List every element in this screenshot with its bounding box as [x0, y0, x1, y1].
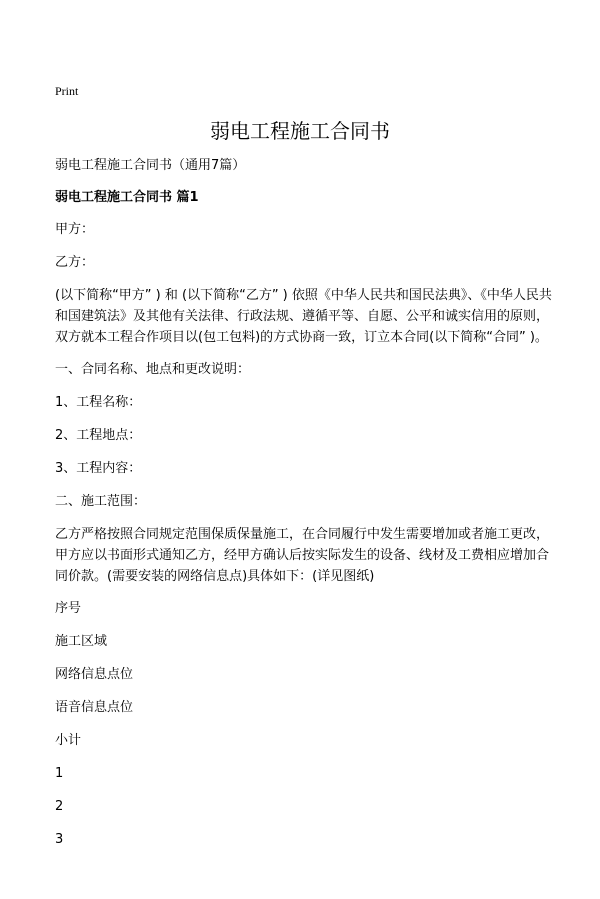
- party-b-line: 乙方：: [55, 255, 95, 270]
- clause-heading-1: 一、合同名称、地点和更改说明：: [55, 362, 251, 377]
- table-row-number: 3: [55, 832, 64, 847]
- table-header-area: 施工区域: [55, 634, 108, 649]
- document-body: [55, 219, 555, 862]
- print-link[interactable]: Print: [55, 84, 79, 98]
- project-content-line: 3、工程内容：: [55, 461, 142, 476]
- clause-heading-2: 二、施工范围：: [55, 494, 147, 509]
- document-subtitle: 弱电工程施工合同书（通用7篇）: [55, 158, 246, 173]
- table-header-network-points: 网络信息点位: [55, 667, 134, 682]
- scope-paragraph: 乙方严格按照合同规定范围保质保量施工，在合同履行中发生需要增加或者施工更改，甲方应以书面形式通知乙方，经甲方确认后按实际发生的设备、线材及工费相应增加合同价款。(需要安装的网络信息点)具体如下：(详见图纸): [55, 527, 550, 584]
- document-title: 弱电工程施工合同书: [210, 119, 390, 143]
- table-header-index: 序号: [55, 601, 82, 616]
- intro-paragraph: (以下简称“甲方” ) 和 (以下简称“乙方” ) 依照《中华人民共和国民法典》、《中华人民共和国建筑法》及其他有关法律、行政法规、遵循平等、自愿、公平和诚实信用的原则，双方就本工程合作项目以(包工包料)的方式协商一致，订立本合同(以下简称“合同” )。: [55, 288, 552, 345]
- table-header-voice-points: 语音信息点位: [55, 700, 134, 715]
- table-row-number: 1: [55, 766, 64, 781]
- table-header-subtotal: 小计: [55, 733, 82, 748]
- project-name-line: 1、工程名称：: [55, 395, 142, 410]
- section-heading: 弱电工程施工合同书 篇1: [55, 190, 199, 205]
- table-row-number: 2: [55, 799, 64, 814]
- party-a-line: 甲方：: [55, 222, 95, 237]
- project-location-line: 2、工程地点：: [55, 428, 142, 443]
